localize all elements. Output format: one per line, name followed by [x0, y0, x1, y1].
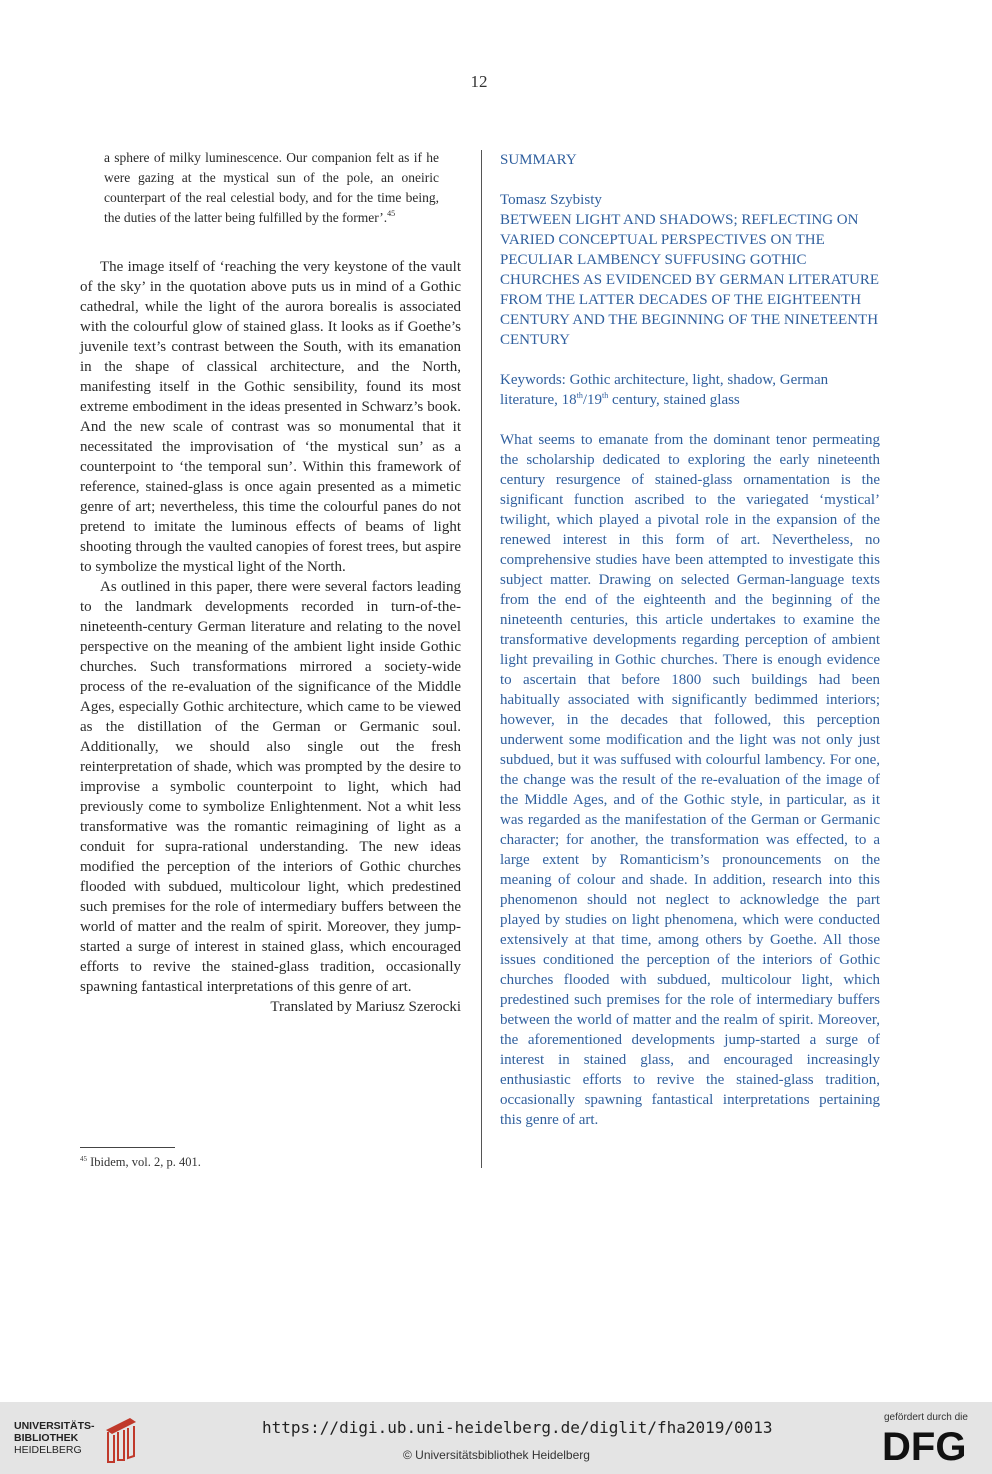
- dfg-logo-icon[interactable]: [882, 1426, 978, 1464]
- library-logo[interactable]: [14, 1416, 164, 1464]
- keywords-text: century, stained glass: [608, 392, 740, 408]
- body-paragraph: The image itself of ‘reaching the very keystone of the vault of the sky’ in the quotation above puts us in mind of a Gothic cathedral, while the light of the aurora borealis is associated with the colourful glow of stained glass. It looks as if Goethe’s juvenile text’s contrast between the South, with its emanation in the shape of classical architecture, and the North, manifesting itself in the Gothic sensibility, found its most extreme embodiment in the ideas presented in Schwarz’s book. And the new scale of contrast was so monumental that it necessitated the improvisation of ‘the mystical sun’ as a counterpoint to ‘the temporal sun’. Within this framework of reference, stained-glass is once again presented as a mimetic genre of art; nevertheless, this time the colourful panes do not pretend to imitate the luminous effects of beams of light shooting through the vaulted canopies of forest trees, but aspire to symbolize the mystical light of the North.: [80, 259, 461, 575]
- library-logo-icon: [102, 1416, 152, 1464]
- keywords-sup: th: [602, 391, 609, 400]
- keywords-text: Keywords: Gothic architecture, light, shadow, German literature, 18: [500, 372, 829, 408]
- summary-keywords: [500, 370, 880, 410]
- footnote-text: Ibidem, vol. 2, p. 401.: [90, 1155, 201, 1169]
- library-logo-text: [14, 1420, 95, 1456]
- permalink-url[interactable]: https://digi.ub.uni-heidelberg.de/diglit/fha2019/0013: [262, 1418, 773, 1437]
- summary-section: [500, 150, 880, 1130]
- quote-text: a sphere of milky luminescence. Our companion felt as if he were gazing at the mystical sun of the pole, an oneiric counterpart of the real celestial body, and for the time being, the duties of the latter being fulfilled by the former’.: [104, 150, 439, 225]
- funding-label: gefördert durch die: [884, 1412, 968, 1423]
- body-paragraph: As outlined in this paper, there were several factors leading to the landmark developments recorded in turn-of-the-nineteenth-century German literature and relating to the novel perspective on the meaning of the ambient light inside Gothic churches. Such transformations mirrored a society-wide process of the re-evaluation of the significance of the Middle Ages, especially Gothic architecture, which came to be viewed as the distillation of the German or Germanic soul. Additionally, we should also single out the fresh reinterpretation of shade, which was prompted by the desire to improvise a symbolic counterpoint to light, which had previously come to symbolize Enlightenment. Not a whit less transformative was the romantic reimagining of light as a conduit for supra-rational understanding. The new ideas modified the perception of the interiors of Gothic churches flooded with subdued, multicolour light, which predestined such premises for the role of intermediary buffers between the world of matter and the realm of spirit. Moreover, they jump-started a surge of interest in stained glass, which encouraged efforts to revive the stained-glass tradition, occasionally spawning fantastical interpretations of this genre of art.: [80, 579, 461, 995]
- logo-line: BIBLIOTHEK: [14, 1432, 79, 1444]
- summary-heading: SUMMARY: [500, 152, 577, 168]
- copyright-notice: © Universitätsbibliothek Heidelberg: [403, 1448, 590, 1462]
- dfg-logo-text: DFG: [882, 1426, 967, 1464]
- footnote-ref[interactable]: 45: [387, 209, 396, 218]
- translator-credit: Translated by Mariusz Szerocki: [270, 999, 461, 1015]
- logo-line: UNIVERSITÄTS-: [14, 1420, 95, 1432]
- viewer-footer: [0, 1402, 992, 1474]
- keywords-sup: th: [576, 391, 583, 400]
- summary-title: BETWEEN LIGHT AND SHADOWS; REFLECTING ON VARIED CONCEPTUAL PERSPECTIVES ON THE PECULIAR LAMBENCY SUFFUSING GOTHIC CHURCHES AS EVIDENCED BY GERMAN LITERATURE FROM THE LATTER DECADES OF THE EIGHTEENTH CENTURY AND THE BEGINNING OF THE NINETEENTH CENTURY: [500, 212, 880, 348]
- logo-line: HEIDELBERG: [14, 1444, 82, 1456]
- page-number: 12: [470, 72, 488, 91]
- column-divider: [481, 150, 482, 1168]
- summary-abstract: What seems to emanate from the dominant tenor permeating the scholarship dedicated to exploring the early nineteenth century resurgence of stained-glass ornamentation is the significant function ascribed to the variegated ‘mystical’ twilight, which played a pivotal role in the expansion of the renewed interest in this form of art. Nevertheless, no comprehensive studies have been attempted to investigate this subject matter. Drawing on selected German-language texts from the end of the eighteenth and the beginning of the nineteenth centuries, this article undertakes to examine the transformative developments regarding perception of ambient light prevailing in Gothic churches. There is enough evidence to ascertain that before 1800 such buildings had been habitually associated with significantly bedimmed interiors; however, in the decades that followed, this perception underwent some modification and the light was not only just subdued, but it was suffused with colourful lambency. For one, the change was the result of the re-evaluation of the image of the Middle Ages, and of the Gothic style, in particular, as it was regarded as the manifestation of the German or Germanic character; for another, the transformation was effected, to a large extent by Romanticism’s pronouncements on the meaning of colour and shade. In addition, research into this phenomenon should not neglect to acknowledge the part played by studies on light phenomena, which were conducted extensively at that time, among others by Goethe. All those issues conditioned the perception of the interiors of Gothic churches flooded with subdued, multicolour light, which predestined such premises for the role of intermediary buffers between the world of matter and the realm of spirit. Moreover, the aforementioned developments jump-started a surge of interest in stained glass, and encouraged increasingly enthusiastic efforts to revive the stained-glass tradition, occasionally spawning fantastical interpretations pertaining this genre of art.: [500, 432, 880, 1128]
- footnote: [80, 1155, 201, 1170]
- block-quote: [104, 148, 439, 228]
- footnote-divider: [80, 1147, 175, 1148]
- keywords-text: /19: [582, 392, 603, 408]
- footnote-number: 45: [80, 1155, 87, 1163]
- main-text: [80, 257, 461, 1017]
- summary-author: Tomasz Szybisty: [500, 192, 602, 208]
